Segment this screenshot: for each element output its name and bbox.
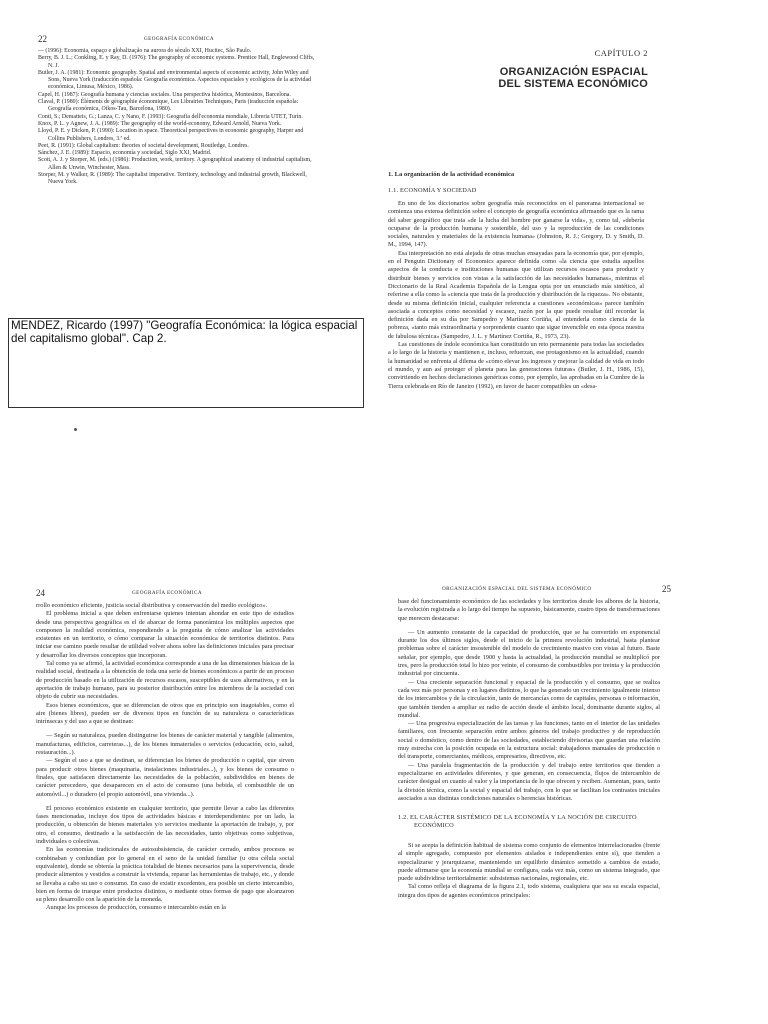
reference-item: Capel, H. (1987): Geografía humana y ciencias sociales. Una perspectiva histórica, Montesinos, Barcelona.: [38, 91, 291, 98]
chapter-heading: [428, 48, 648, 90]
paragraph: El problema inicial a que deben enfrentarse quienes intentan ahondar en este tipo de estudios desde una perspectiva geográfica es el de abarcar de forma panorámica los múltiples aspectos que componen la realidad económica, respondiendo a la pregunta de cómo analizar las actividades existentes en un territorio, o cómo comparar la situación económica de territorios distintos. Para iniciar ese camino puede resultar de utilidad volver ahora sobre las definiciones iniciales para precisar y desarrollar los diversos conceptos que incorporan.: [36, 610, 294, 659]
chapter-title-line-1: ORGANIZACIÓN ESPACIAL: [499, 66, 648, 78]
paragraph: Esos bienes económicos, que se diferencian de otros que en principio son inagotables, como el aire (bienes libres), pueden ser de diversos tipos en función de su naturaleza o características intrínsecas y del uso a que se destinan:: [36, 701, 294, 726]
reference-item: Peet, R. (1991): Global capitalism: theories of societal development, Routledge, Londres.: [38, 142, 249, 149]
page-22: [0, 0, 384, 512]
body-text-top: [398, 598, 660, 803]
reference-item: — (1996): Economia, espaço e globalização na aurora do século XXI, Hucitec, São Paulo.: [38, 48, 252, 54]
page-number: 22: [38, 34, 47, 44]
reference-item: Knox, P. L. y Agnew, J. A. (1989): The geography of the world-economy, Edward Arnold, Nueva York.: [38, 120, 282, 127]
reference-item: Berry, B. J. L.; Conkling, E. y Ray, D. (1976): The geography of economic systems. Prentice Hall, Englewood Cliffs, N. J.: [38, 55, 315, 69]
body-text: [36, 602, 294, 913]
list-item: — Una paralela fragmentación de la producción y del trabajo entre territorios que tienden a especializarse en actividades diferentes, y que generan, en consecuencia, flujos de intercambio de carácter desigual en cuanto al valor y la importancia de lo que ofrecen y reciben. Aumentan, pues, tanto la división técnica, como la social y espacial del trabajo, con lo que se facilitan los contrastes iniciales asociados a sus distintas condiciones naturales o herencias históricas.: [398, 761, 660, 802]
paragraph: base del funcionamiento económico de las sociedades y los territorios desde los albores de la historia, la evolución registrada a lo largo del tiempo ha supuesto, básicamente, cuatro tipos de transformaciones que merecen destacarse:: [398, 598, 660, 622]
reference-item: Scott, A. J. y Storper, M. (eds.) (1986): Production, work, territory. A geographical anatomy of industrial capitalism, Allen & Unwin, Winchester, Mass.: [38, 157, 312, 171]
body-text-bottom: [398, 842, 660, 900]
page-number: 24: [36, 588, 45, 598]
subsection-title-line-2: ECONÓMICO: [414, 822, 454, 829]
reference-item: Butler, J. A. (1981): Economic geography. Spatial and environmental aspects of economic activity, John Wiley and Sons, Nueva York (traducción española: Geografía económica. Aspectos espaciales y ecológicos de la actividad económica, Limusa, México, 1986).: [38, 69, 312, 91]
reference-item: Sánchez, J. E. (1989): Espacio, economía y sociedad, Siglo XXI, Madrid.: [38, 150, 212, 157]
chapter-label: CAPÍTULO 2: [594, 48, 648, 58]
reference-item: Claval, P. (1980): Éléments de géographie économique, Les Librairies Techniques, Paris (traducción española: Geografía económica, Oikos-Tau, Barcelona, 1980).: [38, 99, 299, 113]
scan-mark: [74, 428, 77, 431]
running-head: GEOGRAFÍA ECONÓMICA: [132, 590, 202, 596]
list-item: — Una creciente separación funcional y espacial de la producción y el consumo, que se realiza cada vez más por personas y en lugares distintos, lo que ha generado un crecimiento igualmente intenso de los intercambios y de la circulación, tanto de mercancías como de capitales, personas o información, que también tienden a ampliar su radio de acción desde el ámbito local, dominante durante siglos, al mundial.: [398, 678, 660, 719]
running-head: ORGANIZACIÓN ESPACIAL DEL SISTEMA ECONÓMICO: [442, 586, 592, 592]
paragraph: Tal como refleja el diagrama de la figura 2.1, todo sistema, cualquiera que sea su escala espacial, integra dos tipos de agentes económicos principales:: [398, 883, 660, 899]
citation-note-box: [8, 318, 364, 408]
running-head: GEOGRAFÍA ECONÓMICA: [144, 36, 214, 42]
paragraph: Las cuestiones de índole económica han constituido un reto permanente para todas las sociedades a lo largo de la historia y mantienen e, incluso, refuerzan, ese protagonismo en la actualidad, cuando la humanidad se enfrenta al dilema de «cómo elevar los ingresos y mejorar la calidad de vida en todo el mundo, y aun así proteger el planeta para las generaciones futuras» (Butler, J. H., 1986, 15), convirtiendo en hechos declaraciones genéricas como, por ejemplo, las aprobadas en la Cumbre de la Tierra celebrada en Río de Janeiro (1992), en favor de hacer compatibles un «desa-: [388, 341, 644, 390]
paragraph: Esa interpretación no está alejada de otras muchas ensayadas para la economía que, por ejemplo, en el Penguin Dictionary of Economics aparece definida como «la ciencia que estudia aquellos aspectos de la conducta e instituciones humanas que utilizan recursos escasos para producir y distribuir bienes y servicios con vistas a la satisfacción de las necesidades humanas», mientras el Diccionario de la Real Academia Española de la Lengua opta por un enunciado más sintético, al referirse a ella como la «ciencia que trata de la producción y distribución de la riqueza». No obstante, desde su misma definición inicial, cualquier referencia a cuestiones «económicas» parece también asociada a conceptos como necesidad y escasez, razón por la que puede resultar útil recordar la definición dada en su día por Sampedro y Martínez Cortiña, al entenderla como ciencia de la pobreza, «tanto más extraordinaria y sorprendente cuanto que sigue invencible en esta época nuestra de fabulosa técnica» (Sampedro, J. L. y Martínez Cortiña, R., 1973, 23).: [388, 249, 644, 340]
body-text: [388, 200, 644, 391]
list-item: — Según el uso a que se destinan, se diferencian los bienes de producción o capital, que sirven para producir otros bienes (maquinaria, instalaciones industriales...), y los bienes de consumo o finales, que satisfacen directamente las necesidades de la población, subdivididos en bienes de carácter perecedero, que desaparecen en el acto de consumo (una bebida, el combustible de un automóvil...) o duradero (el propio automóvil, una vivienda...).: [36, 757, 294, 798]
subsection-heading: 1.1. ECONOMÍA Y SOCIEDAD: [388, 187, 477, 194]
subsection-title-line-1: 1.2. EL CARÁCTER SISTÉMICO DE LA ECONOMÍA Y LA NOCIÓN DE CIRCUITO: [398, 814, 637, 821]
citation-note-text: MENDEZ, Ricardo (1997) "Geografía Económica: la lógica espacial del capitalismo global". Cap 2.: [11, 319, 358, 345]
reference-item: Storper, M. y Walker, R. (1989): The capitalist imperative. Territory, technology and industrial growth, Blackwell, Nueva York.: [38, 172, 307, 186]
paragraph: rrollo económico eficiente, justicia social distributiva y conservación del medio ecológico».: [36, 602, 268, 609]
page-23: [384, 0, 768, 512]
paragraph: El proceso económico existente en cualquier territorio, que permite llevar a cabo las diferentes fases mencionadas, incluye dos tipos de actividades básicas e interdependientes: por un lado, la producción, u obtención de bienes materiales y/o servicios mediante la aportación de trabajo, y, por otro, el consumo, destinado a la satisfacción de las necesidades, tanto objetivas como subjetivas, individuales o colectivas.: [36, 804, 294, 846]
list-item: — Según su naturaleza, pueden distinguirse los bienes de carácter material y tangible (alimentos, manufacturas, edificios, carreteras...), de los bienes inmateriales o servicios (educación, ocio, salud, restauración...).: [36, 732, 294, 757]
reference-item: Conti, S.; Dematteis, G.; Lanza, C. y Nano, F. (1993): Geografia dell'economia mondiale, Libreria UTET, Turín.: [38, 113, 303, 120]
chapter-title-line-2: DEL SISTEMA ECONÓMICO: [498, 78, 648, 90]
paragraph: En las economías tradicionales de autosubsistencia, de carácter cerrado, ambos procesos se combinaban y confundían por lo general en el seno de la unidad familiar (u otra célula social equivalente), donde se obtenía la práctica totalidad de bienes necesarios para la supervivencia, desde producir alimentos y vestidos a construir la vivienda, reparar las herramientas de trabajo, etc., y donde se llevaba a cabo su uso o consumo. En caso de existir excedentes, era posible un cierto intercambio, bien en forma de trueque entre productos distintos, o mediante otras formas de pago que alcanzaron su pleno desarrollo con la aparición de la moneda.: [36, 846, 294, 904]
paragraph: Si se acepta la definición habitual de sistema como conjunto de elementos interrelacionados (frente al simple agregado, compuesto por elementos aislados e independientes entre sí), que tienden a especializarse y jerarquizarse, manteniendo un equilibrio dinámico sometido a cambios de estado, puede afirmarse que la economía mundial se configura, cada vez más, como un sistema integrado, que puede subdividirse territorialmente: subsistemas nacionales, regionales, etc.: [398, 842, 660, 883]
page-25: [384, 512, 768, 1024]
reference-item: Lloyd, P. E. y Dicken, P. (1990): Location in space. Theoretical perspectives in economic geography, Harper and Collins Publishers, Londres, 3.ª ed.: [38, 128, 304, 142]
section-heading: [388, 171, 514, 178]
list-item: — Una progresiva especialización de las tareas y las funciones, tanto en el interior de las unidades familiares, con frecuente separación entre ambos géneros del trabajo productivo y de reproducción social o doméstico, como dentro de las sociedades, estableciendo divisorias que guardan una relación muy estrecha con la posición ocupada en la estructura social: trabajadores manuales de producción o del transporte, comerciantes, médicos, empresarios, directivos, etc.: [398, 720, 660, 761]
paragraph: Tal como ya se afirmó, la actividad económica corresponde a una de las dimensiones básicas de la realidad social, destinada a la obtención de toda una serie de bienes económicos a partir de un proceso de producción basado en la utilización de recursos escasos, susceptibles de usos alternativos, y en la aportación de trabajo humano, para su posterior distribución entre los miembros de la sociedad con objeto de cubrir sus necesidades.: [36, 660, 294, 701]
paragraph: Aunque los procesos de producción, consumo e intercambio están en la: [46, 904, 226, 912]
section-title: 1. La organización de la actividad económica: [388, 171, 515, 178]
reference-list: [38, 48, 318, 187]
page-24: [0, 512, 384, 1024]
page-number: 25: [662, 584, 671, 594]
paragraph: En uno de los diccionarios sobre geografía más reconocidos en el panorama internacional se comienza una extensa definición sobre el concepto de geografía económica afirmando que es la rama del saber geográfico que trata «de la lucha del hombre por ganarse la vida», y, como tal, «debería ocuparse de la producción humana y sostenible, del uso y la reproducción de las condiciones sociales, naturales y materiales de la existencia humana» (Johnston, R. J.; Gregory, D. y Smith, D. M., 1994, 147).: [388, 200, 644, 249]
list-item: — Un aumento constante de la capacidad de producción, que se ha convertido en exponencial durante los dos últimos siglos, desde el inicio de la primera revolución industrial, hasta plantear problemas sobre el carácter insostenible del modelo de crecimiento masivo con vistas al futuro. Baste señalar, por ejemplo, que desde 1900 y hasta la actualidad, la producción mundial se multiplicó por tres, pero la producción total lo hizo por veinte, el consumo de combustibles por treinta y la producción industrial por cincuenta.: [398, 628, 660, 678]
subsection-heading: [398, 814, 660, 830]
